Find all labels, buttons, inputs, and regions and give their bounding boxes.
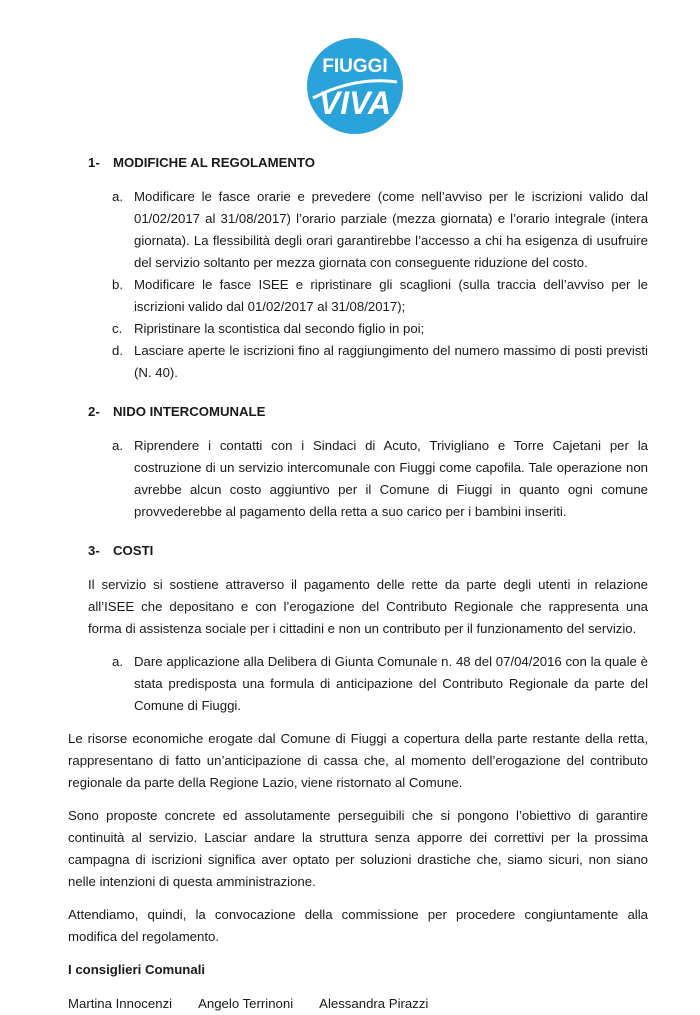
signer-name: Martina Innocenzi [68, 996, 173, 1011]
list-item [112, 318, 648, 340]
fiuggi-viva-logo [305, 36, 405, 136]
list-item [112, 274, 648, 318]
list-item [112, 435, 648, 523]
list-letter: b. [112, 277, 123, 292]
section-heading [88, 540, 648, 562]
signer-name: Angelo Terrinoni [198, 996, 294, 1011]
list-text: Lasciare aperte le iscrizioni fino al raggiungimento del numero massimo di posti previsti (N. 40). [134, 343, 648, 380]
list-letter: a. [112, 189, 123, 204]
section-title: MODIFICHE AL REGOLAMENTO [113, 155, 315, 170]
section-number: 3- [88, 543, 100, 558]
list-text: Dare applicazione alla Delibera di Giunta Comunale n. 48 del 07/04/2016 con la quale è stata predisposta una formula di anticipazione del Contributo Regionale da parte del Comune di Fiuggi. [134, 654, 648, 713]
signers-row [68, 993, 648, 1015]
list-item [112, 651, 648, 717]
document-body [68, 146, 648, 1015]
body-paragraph: Sono proposte concrete ed assolutamente perseguibili che si pongono l’obiettivo di garantire continuità al servizio. Lasciar andare la struttura senza apporre dei correttivi per la prossima campagna di iscrizioni significa aver optato per soluzioni drastiche che, siamo sicuri, non siano nelle intenzioni di questa amministrazione. [68, 808, 648, 889]
list-text: Modificare le fasce orarie e prevedere (come nell’avviso per le iscrizioni valido dal 01/02/2017 al 31/08/2017) l’orario parziale (mezza giornata) e l’orario integrale (intera giornata). La flessibilità degli orari garantirebbe l’accesso a chi ha esigenza di usufruire del servizio soltanto per mezza giornata con conseguente riduzione del costo. [134, 189, 648, 270]
list-letter: d. [112, 343, 123, 358]
section-title: COSTI [113, 543, 154, 558]
list-letter: a. [112, 438, 123, 453]
logo-line2: VIVA [318, 85, 392, 121]
section-heading [88, 401, 648, 423]
section-number: 2- [88, 404, 100, 419]
body-paragraph: Attendiamo, quindi, la convocazione della commissione per procedere congiuntamente alla modifica del regolamento. [68, 907, 648, 944]
list-text: Ripristinare la scontistica dal secondo figlio in poi; [134, 321, 425, 336]
list-letter: a. [112, 654, 123, 669]
list-item [112, 340, 648, 384]
section-intro: Il servizio si sostiene attraverso il pagamento delle rette da parte degli utenti in relazione all’ISEE che depositano e con l’erogazione del Contributo Regionale che rappresenta una forma di assistenza sociale per i cittadini e non un contributo per il funzionamento del servizio. [88, 577, 648, 636]
section-heading [88, 152, 648, 174]
logo-line1: FIUGGI [322, 56, 388, 77]
body-paragraph: Le risorse economiche erogate dal Comune di Fiuggi a copertura della parte restante della retta, rappresentano di fatto un’anticipazione di cassa che, al momento dell’erogazione del contributo regionale da parte della Regione Lazio, viene ristornato al Comune. [68, 731, 648, 790]
signer-name: Alessandra Pirazzi [319, 996, 429, 1011]
section-number: 1- [88, 155, 100, 170]
list-letter: c. [112, 321, 123, 336]
list-text: Riprendere i contatti con i Sindaci di Acuto, Trivigliano e Torre Cajetani per la costruzione di un servizio intercomunale con Fiuggi come capofila. Tale operazione non avrebbe alcun costo aggiuntivo per il Comune di Fiuggi in quanto ogni comune provvederebbe al pagamento della retta a suo carico per i bambini inseriti. [134, 438, 648, 519]
list-item [112, 186, 648, 274]
list-text: Modificare le fasce ISEE e ripristinare gli scaglioni (sulla traccia dell’avviso per le iscrizioni valido dal 01/02/2017 al 31/08/2017); [134, 277, 648, 314]
closing-line: I consiglieri Comunali [68, 962, 206, 977]
section-title: NIDO INTERCOMUNALE [113, 404, 266, 419]
